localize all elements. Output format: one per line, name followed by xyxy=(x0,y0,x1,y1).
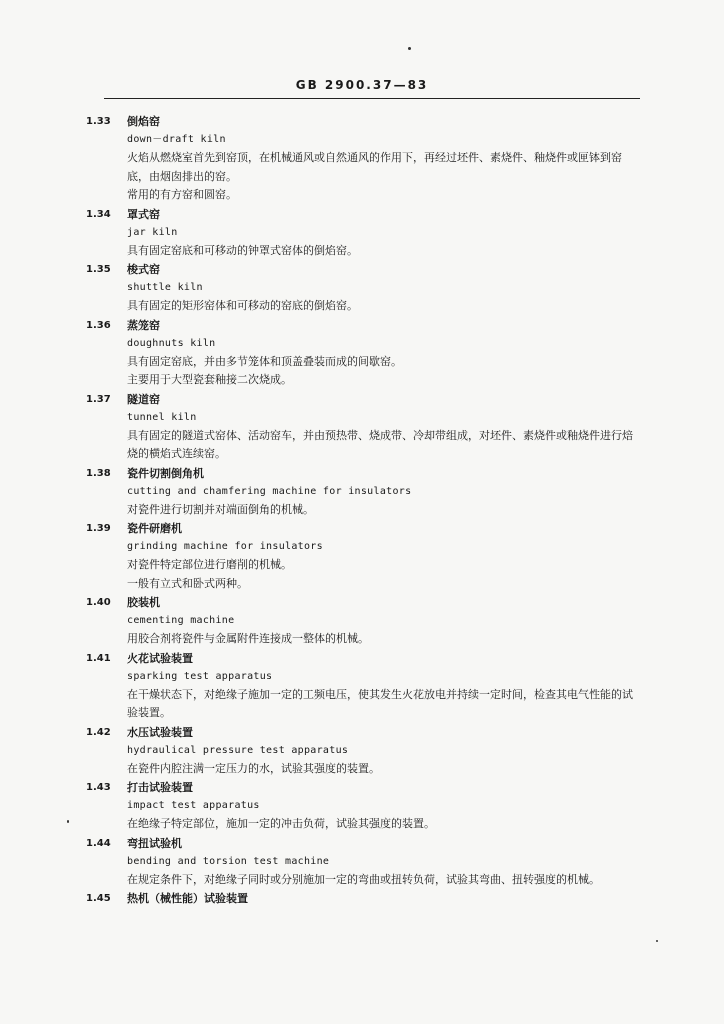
term-definition: 对瓷件特定部位进行磨削的机械。 xyxy=(127,558,292,571)
standard-code-header: GB 2900.37—83 xyxy=(295,78,429,92)
term-chinese: 胶装机 xyxy=(127,596,160,609)
term-entry xyxy=(0,593,724,649)
term-entry xyxy=(0,778,724,834)
term-chinese: 梭式窑 xyxy=(127,263,160,276)
scan-speck xyxy=(67,820,69,823)
term-definition: 一般有立式和卧式两种。 xyxy=(127,576,248,590)
term-english: cutting and chamfering machine for insulators xyxy=(127,485,412,497)
term-entry xyxy=(0,205,724,261)
term-entry xyxy=(0,112,724,205)
entry-number: 1.39 xyxy=(86,523,111,534)
term-entry xyxy=(0,519,724,593)
term-english: tunnel kiln xyxy=(127,411,197,423)
term-english: cementing machine xyxy=(127,615,235,626)
scan-speck xyxy=(656,940,658,942)
term-chinese: 隧道窑 xyxy=(127,392,160,406)
term-entry-list xyxy=(0,112,724,908)
term-english: impact test apparatus xyxy=(127,800,260,811)
entry-number: 1.33 xyxy=(86,116,111,127)
entry-number: 1.35 xyxy=(86,264,111,275)
entry-number: 1.37 xyxy=(86,393,111,405)
term-definition: 在规定条件下，对绝缘子同时或分别施加一定的弯曲或扭转负荷，试验其弯曲、扭转强度的机械。 xyxy=(127,872,600,886)
term-english: doughnuts kiln xyxy=(127,337,216,349)
term-definition: 火焰从燃烧室首先到窑顶，在机械通风或自然通风的作用下，再经过坯件、素烧件、釉烧件或匣钵到窑底，由烟囱排出的窑。 xyxy=(127,151,622,183)
term-chinese: 罩式窑 xyxy=(127,207,160,221)
term-definition: 对瓷件进行切割并对端面倒角的机械。 xyxy=(127,502,314,516)
entry-number: 1.43 xyxy=(86,782,111,793)
term-entry xyxy=(0,464,724,520)
term-chinese: 弯扭试验机 xyxy=(127,836,182,850)
term-chinese: 火花试验装置 xyxy=(127,651,193,665)
term-entry xyxy=(0,723,724,779)
term-english: sparking test apparatus xyxy=(127,670,273,682)
entry-number: 1.44 xyxy=(86,837,111,849)
entry-number: 1.36 xyxy=(86,319,111,331)
entry-number: 1.40 xyxy=(86,597,111,608)
term-entry xyxy=(0,316,724,390)
term-definition: 常用的有方窑和圆窑。 xyxy=(127,188,237,201)
term-english: shuttle kiln xyxy=(127,282,203,293)
header-rule xyxy=(104,98,640,99)
term-definition: 在瓷件内腔注满一定压力的水，试验其强度的装置。 xyxy=(127,761,380,775)
entry-number: 1.34 xyxy=(86,208,111,220)
term-definition: 在绝缘子特定部位，施加一定的冲击负荷，试验其强度的装置。 xyxy=(127,817,435,830)
entry-number: 1.38 xyxy=(86,467,111,479)
term-chinese: 打击试验装置 xyxy=(127,781,193,794)
entry-number: 1.45 xyxy=(86,893,111,904)
term-chinese: 瓷件研磨机 xyxy=(127,522,182,535)
term-entry xyxy=(0,889,724,908)
term-definition: 用胶合剂将瓷件与金属附件连接成一整体的机械。 xyxy=(127,632,369,645)
term-chinese: 瓷件切割倒角机 xyxy=(127,466,204,480)
term-definition: 具有固定的矩形窑体和可移动的窑底的倒焰窑。 xyxy=(127,299,358,312)
term-english: bending and torsion test machine xyxy=(127,855,330,867)
term-entry xyxy=(0,834,724,890)
entry-number: 1.42 xyxy=(86,726,111,738)
term-definition: 具有固定的隧道式窑体、活动窑车，并由预热带、烧成带、冷却带组成，对坯件、素烧件或釉烧件进行焙烧的横焰式连续窑。 xyxy=(127,428,633,460)
term-definition: 具有固定窑底，并由多节笼体和顶盖叠装而成的间歇窑。 xyxy=(127,354,402,368)
term-english: down－draft kiln xyxy=(127,134,226,145)
term-chinese: 蒸笼窑 xyxy=(127,318,160,332)
term-definition: 主要用于大型瓷套釉接二次烧成。 xyxy=(127,373,292,386)
term-entry xyxy=(0,649,724,723)
term-english: grinding machine for insulators xyxy=(127,541,323,552)
term-definition: 在干燥状态下，对绝缘子施加一定的工频电压，使其发生火花放电并持续一定时间，检查其电气性能的试验装置。 xyxy=(127,687,633,719)
term-english: hydraulical pressure test apparatus xyxy=(127,744,349,756)
term-entry xyxy=(0,390,724,464)
term-entry xyxy=(0,260,724,316)
term-chinese: 水压试验装置 xyxy=(127,725,193,739)
entry-number: 1.41 xyxy=(86,652,111,664)
scan-speck xyxy=(408,47,411,50)
term-english: jar kiln xyxy=(127,226,178,238)
term-definition: 具有固定窑底和可移动的钟罩式窑体的倒焰窑。 xyxy=(127,243,358,257)
term-chinese: 倒焰窑 xyxy=(127,115,160,128)
term-chinese: 热机（械性能）试验装置 xyxy=(127,892,248,905)
